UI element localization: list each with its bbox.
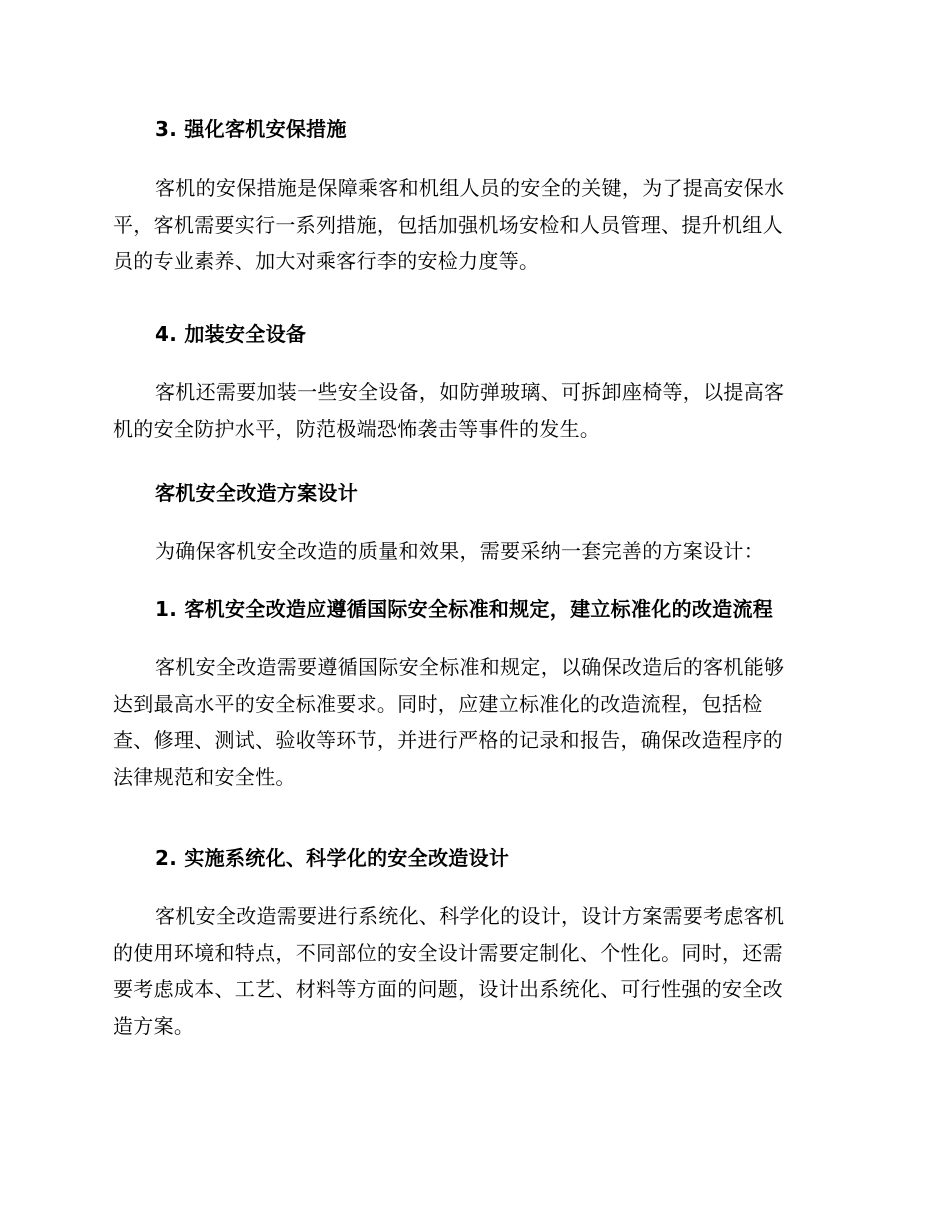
paragraph-line: 客机还需要加装一些安全设备，如防弹玻璃、可拆卸座椅等，以提高客 (155, 380, 785, 404)
paragraph-line: 要考虑成本、工艺、材料等方面的问题，设计出系统化、可行性强的安全改 (113, 977, 783, 1001)
paragraph-line: 达到最高水平的安全标准要求。同时，应建立标准化的改造流程，包括检 (113, 691, 763, 716)
paragraph-line: 平，客机需要实行一系列措施，包括加强机场安检和人员管理、提升机组人 (113, 212, 783, 237)
section-heading-international-standards: 1. 客机安全改造应遵循国际安全标准和规定，建立标准化的改造流程 (155, 597, 774, 621)
paragraph-plan-design (113, 533, 843, 570)
paragraph-line: 法律规范和安全性。 (113, 764, 296, 789)
section-heading-plan-design: 客机安全改造方案设计 (155, 481, 358, 505)
section-heading-systematic-design: 2. 实施系统化、科学化的安全改造设计 (155, 846, 510, 870)
paragraph-line: 造方案。 (113, 1013, 195, 1038)
paragraph-systematic-design (113, 898, 843, 1044)
paragraph-international-standards (113, 649, 843, 795)
paragraph-line: 客机的安保措施是保障乘客和机组人员的安全的关键，为了提高安保水 (155, 176, 785, 200)
paragraph-line: 机的安全防护水平，防范极端恐怖袭击等事件的发生。 (113, 416, 601, 441)
paragraph-line: 员的专业素养、加大对乘客行李的安检力度等。 (113, 249, 540, 273)
paragraph-line: 为确保客机安全改造的质量和效果，需要采纳一套完善的方案设计： (155, 539, 764, 563)
paragraph-line: 客机安全改造需要遵循国际安全标准和规定，以确保改造后的客机能够 (155, 655, 785, 679)
paragraph-line: 客机安全改造需要进行系统化、科学化的设计，设计方案需要考虑客机 (155, 904, 785, 928)
section-heading-security-measures: 3. 强化客机安保措施 (155, 117, 347, 141)
paragraph-safety-equipment (113, 374, 843, 447)
paragraph-security-measures (113, 170, 843, 280)
section-heading-safety-equipment: 4. 加装安全设备 (155, 322, 307, 346)
paragraph-line: 的使用环境和特点，不同部位的安全设计需要定制化、个性化。同时，还需 (113, 940, 783, 965)
paragraph-line: 查、修理、测试、验收等环节，并进行严格的记录和报告，确保改造程序的 (113, 728, 783, 752)
